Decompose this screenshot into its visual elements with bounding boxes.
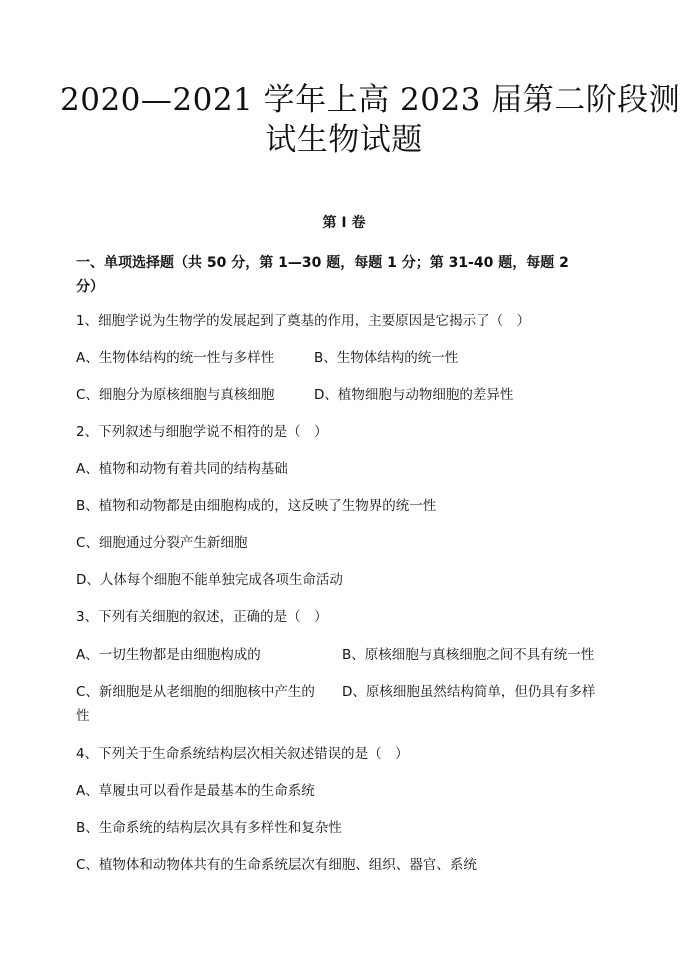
question-1-option-c: C、细胞分为原核细胞与真核细胞 bbox=[76, 387, 275, 403]
question-3-option-a: A、一切生物都是由细胞构成的 bbox=[76, 647, 261, 663]
question-4-option-a: A、草履虫可以看作是最基本的生命系统 bbox=[76, 783, 315, 799]
question-1-option-a: A、生物体结构的统一性与多样性 bbox=[76, 350, 275, 366]
section-heading-line-2: 分） bbox=[76, 279, 104, 295]
question-3-option-d-continued: 性 bbox=[76, 708, 90, 724]
question-4-option-c: C、植物体和动物体共有的生命系统层次有细胞、组织、器官、系统 bbox=[76, 857, 477, 873]
exam-title-line-2: 试生物试题 bbox=[265, 122, 423, 158]
question-2-option-b: B、植物和动物都是由细胞构成的，这反映了生物界的统一性 bbox=[76, 498, 437, 514]
question-2-option-a: A、植物和动物有着共同的结构基础 bbox=[76, 461, 288, 477]
question-2-option-c: C、细胞通过分裂产生新细胞 bbox=[76, 535, 248, 551]
question-2-stem: 2、下列叙述与细胞学说不相符的是（ ） bbox=[76, 424, 328, 440]
question-3-stem: 3、下列有关细胞的叙述，正确的是（ ） bbox=[76, 609, 328, 625]
question-1-option-d: D、植物细胞与动物细胞的差异性 bbox=[314, 387, 514, 403]
exam-title-line-1: 2020—2021 学年上高 2023 届第二阶段测 bbox=[60, 82, 681, 118]
question-3-option-d: D、原核细胞虽然结构简单，但仍具有多样 bbox=[342, 684, 596, 700]
section-heading-line-1: 一、单项选择题（共 50 分，第 1—30 题，每题 1 分；第 31-40 题，每题 2 bbox=[76, 255, 569, 271]
section-heading bbox=[76, 251, 616, 299]
question-1-option-b: B、生物体结构的统一性 bbox=[314, 350, 459, 366]
question-4-option-b: B、生命系统的结构层次具有多样性和复杂性 bbox=[76, 820, 342, 836]
question-3-option-c: C、新细胞是从老细胞的细胞核中产生的 bbox=[76, 684, 315, 700]
question-2-option-d: D、人体每个细胞不能单独完成各项生命活动 bbox=[76, 572, 343, 588]
question-4-stem: 4、下列关于生命系统结构层次相关叙述错误的是（ ） bbox=[76, 746, 409, 762]
question-1-stem: 1、细胞学说为生物学的发展起到了奠基的作用，主要原因是它揭示了（ ） bbox=[76, 313, 531, 329]
question-3-option-b: B、原核细胞与真核细胞之间不具有统一性 bbox=[342, 647, 595, 663]
volume-label: 第 I 卷 bbox=[322, 215, 366, 231]
